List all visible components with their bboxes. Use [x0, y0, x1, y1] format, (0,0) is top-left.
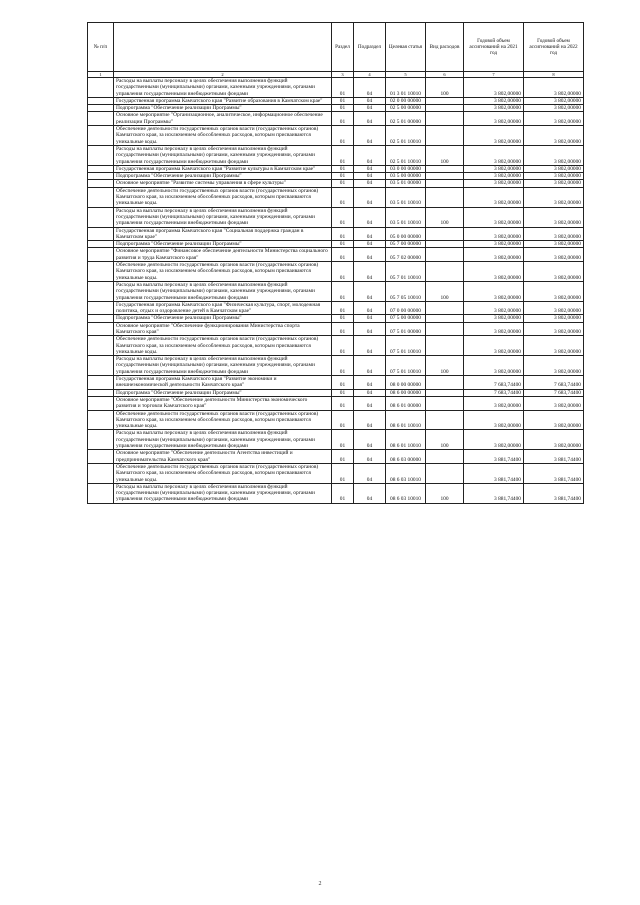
cell-razdel: 01 [332, 112, 354, 126]
cell-num [88, 315, 114, 322]
cell-razdel: 01 [332, 376, 354, 390]
cell-podrazdel: 04 [354, 112, 386, 126]
cell-vid [426, 396, 464, 410]
table-row [88, 376, 584, 390]
cell-v2022: 7 683,74400 [524, 376, 584, 390]
cell-podrazdel: 04 [354, 165, 386, 172]
cell-vid [426, 450, 464, 464]
cell-v2021: 3 802,00000 [464, 281, 524, 301]
cell-name: Расходы на выплаты персоналу в целях обеспечения выполнения функций государственными (муниципальными) органами, казенными учреждениями, органами управления государственными внебюджетными фондами [114, 78, 332, 98]
table-row [88, 126, 584, 146]
cell-v2022: 3 802,00000 [524, 227, 584, 241]
cell-vid [426, 248, 464, 262]
cell-v2022: 3 802,00000 [524, 145, 584, 165]
cell-podrazdel: 04 [354, 301, 386, 315]
cell-num [88, 227, 114, 241]
cell-name: Расходы на выплаты персоналу в целях обеспечения выполнения функций государственными (муниципальными) органами, казенными учреждениями, органами управления государственными внебюджетными фондами [114, 145, 332, 165]
table-row [88, 410, 584, 430]
cell-vid: 100 [426, 78, 464, 98]
header-vol2021: Годовой объем ассигнований на 2021 год [464, 23, 524, 72]
cell-v2021: 3 802,00000 [464, 315, 524, 322]
table-row [88, 430, 584, 450]
cell-podrazdel: 04 [354, 145, 386, 165]
table-row [88, 322, 584, 336]
cell-v2022: 3 802,00000 [524, 180, 584, 187]
cell-v2021: 7 683,74400 [464, 376, 524, 390]
cell-v2021: 3 802,00000 [464, 126, 524, 146]
cell-name: Основное мероприятие "Обеспечение функционирования Министерства спорта Камчатского края" [114, 322, 332, 336]
cell-podrazdel: 04 [354, 396, 386, 410]
cell-target: 08 6 01 10010 [386, 410, 426, 430]
cell-vid [426, 322, 464, 336]
cell-razdel: 01 [332, 105, 354, 112]
cell-v2021: 3 881,74400 [464, 450, 524, 464]
cell-v2022: 3 802,00000 [524, 112, 584, 126]
cell-vid: 100 [426, 430, 464, 450]
cell-num [88, 356, 114, 376]
cell-vid [426, 262, 464, 282]
table-row [88, 112, 584, 126]
cell-podrazdel: 04 [354, 376, 386, 390]
cell-vid [426, 463, 464, 483]
cell-target: 08 6 03 10010 [386, 483, 426, 503]
table-row [88, 336, 584, 356]
cell-name: Основное мероприятие "Финансовое обеспечение деятельности Министерства социального развития и труда Камчатского края" [114, 248, 332, 262]
cell-target: 05 7 01 10010 [386, 262, 426, 282]
cell-razdel: 01 [332, 430, 354, 450]
cell-target: 02 5 01 10010 [386, 126, 426, 146]
table-row [88, 97, 584, 104]
cell-razdel: 01 [332, 396, 354, 410]
cell-v2021: 3 802,00000 [464, 430, 524, 450]
cell-v2021: 3 802,00000 [464, 78, 524, 98]
cell-razdel: 01 [332, 248, 354, 262]
header-vol2022: Годовой объем ассигнований на 2022 год [524, 23, 584, 72]
table-row [88, 145, 584, 165]
cell-v2022: 3 802,00000 [524, 262, 584, 282]
cell-podrazdel: 04 [354, 336, 386, 356]
page-number: 2 [318, 881, 322, 887]
cell-name: Подпрограмма "Обеспечение реализации Программы" [114, 315, 332, 322]
cell-v2021: 3 802,00000 [464, 241, 524, 248]
cell-name: Подпрограмма "Обеспечение реализации Программы" [114, 173, 332, 180]
cell-podrazdel: 04 [354, 463, 386, 483]
cell-name: Подпрограмма "Обеспечение реализации Программы" [114, 241, 332, 248]
cell-num [88, 145, 114, 165]
cell-name: Обеспечение деятельности государственных органов власти (государственных органов) Камчатского края, за исключением обособленных расходов, которым присваиваются уникальные коды. [114, 126, 332, 146]
cell-target: 07 0 00 00000 [386, 301, 426, 315]
cell-vid: 100 [426, 483, 464, 503]
table-row [88, 301, 584, 315]
cell-vid [426, 165, 464, 172]
cell-v2022: 3 802,00000 [524, 78, 584, 98]
cell-num [88, 410, 114, 430]
cell-vid [426, 97, 464, 104]
cell-podrazdel: 04 [354, 105, 386, 112]
cell-v2021: 3 802,00000 [464, 207, 524, 227]
cell-razdel: 01 [332, 165, 354, 172]
cell-vid [426, 410, 464, 430]
table-row [88, 241, 584, 248]
cell-v2022: 3 802,00000 [524, 281, 584, 301]
cell-target: 05 0 00 00000 [386, 227, 426, 241]
cell-v2021: 3 802,00000 [464, 97, 524, 104]
column-index: 4 [354, 72, 386, 78]
cell-name: Подпрограмма "Обеспечение реализации Программы" [114, 389, 332, 396]
cell-name: Основное мероприятие "Организационное, аналитическое, информационное обеспечение реализации Программы" [114, 112, 332, 126]
cell-v2021: 3 802,00000 [464, 396, 524, 410]
cell-num [88, 483, 114, 503]
cell-num [88, 322, 114, 336]
cell-podrazdel: 04 [354, 322, 386, 336]
cell-target: 01 3 01 10010 [386, 78, 426, 98]
cell-num [88, 165, 114, 172]
cell-v2022: 3 802,00000 [524, 396, 584, 410]
cell-v2021: 3 802,00000 [464, 105, 524, 112]
cell-v2021: 3 802,00000 [464, 336, 524, 356]
cell-v2021: 3 802,00000 [464, 410, 524, 430]
cell-v2021: 7 683,74400 [464, 389, 524, 396]
cell-podrazdel: 04 [354, 430, 386, 450]
cell-name: Основное мероприятие "Развитие системы управления в сфере культуры" [114, 180, 332, 187]
cell-podrazdel: 04 [354, 187, 386, 207]
table-header-row [88, 23, 584, 72]
cell-v2022: 3 802,00000 [524, 126, 584, 146]
column-index: 1 [88, 72, 114, 78]
cell-vid [426, 173, 464, 180]
cell-target: 08 6 03 10010 [386, 463, 426, 483]
cell-podrazdel: 04 [354, 248, 386, 262]
table-row [88, 389, 584, 396]
cell-name: Расходы на выплаты персоналу в целях обеспечения выполнения функций государственными (муниципальными) органами, казенными учреждениями, органами управления государственными внебюджетными фондами [114, 207, 332, 227]
cell-num [88, 207, 114, 227]
cell-v2021: 3 881,74400 [464, 483, 524, 503]
cell-name: Обеспечение деятельности государственных органов власти (государственных органов) Камчатского края, за исключением обособленных расходов, которым присваиваются уникальные коды. [114, 262, 332, 282]
cell-target: 07 5 01 10010 [386, 336, 426, 356]
cell-num [88, 301, 114, 315]
cell-name: Обеспечение деятельности государственных органов власти (государственных органов) Камчатского края, за исключением обособленных расходов, которым присваиваются уникальные коды. [114, 187, 332, 207]
cell-v2022: 7 683,74400 [524, 389, 584, 396]
cell-v2021: 3 802,00000 [464, 187, 524, 207]
cell-podrazdel: 04 [354, 410, 386, 430]
cell-podrazdel: 04 [354, 126, 386, 146]
cell-vid [426, 180, 464, 187]
cell-num [88, 262, 114, 282]
cell-target: 08 6 00 00000 [386, 389, 426, 396]
cell-target: 08 6 03 00000 [386, 450, 426, 464]
cell-vid: 100 [426, 145, 464, 165]
table-row [88, 262, 584, 282]
cell-name: Расходы на выплаты персоналу в целях обеспечения выполнения функций государственными (муниципальными) органами, казенными учреждениями, органами управления государственными внебюджетными фондами [114, 281, 332, 301]
cell-v2022: 3 802,00000 [524, 165, 584, 172]
column-index: 7 [464, 72, 524, 78]
cell-razdel: 01 [332, 126, 354, 146]
table-row [88, 396, 584, 410]
cell-name: Подпрограмма "Обеспечение реализации Программы" [114, 105, 332, 112]
cell-num [88, 241, 114, 248]
cell-v2021: 3 802,00000 [464, 145, 524, 165]
cell-razdel: 01 [332, 97, 354, 104]
cell-v2022: 3 881,74400 [524, 483, 584, 503]
cell-v2021: 3 802,00000 [464, 112, 524, 126]
cell-v2022: 3 802,00000 [524, 248, 584, 262]
cell-target: 08 6 01 00000 [386, 396, 426, 410]
cell-razdel: 01 [332, 241, 354, 248]
cell-podrazdel: 04 [354, 97, 386, 104]
cell-name: Обеспечение деятельности государственных органов власти (государственных органов) Камчатского края, за исключением обособленных расходов, которым присваиваются уникальные коды. [114, 463, 332, 483]
cell-name: Обеспечение деятельности государственных органов власти (государственных органов) Камчатского края, за исключением обособленных расходов, которым присваиваются уникальные коды. [114, 336, 332, 356]
cell-v2021: 3 802,00000 [464, 227, 524, 241]
table-row [88, 483, 584, 503]
column-index: 5 [386, 72, 426, 78]
cell-podrazdel: 04 [354, 356, 386, 376]
cell-razdel: 01 [332, 315, 354, 322]
cell-v2022: 3 802,00000 [524, 336, 584, 356]
cell-num [88, 376, 114, 390]
cell-podrazdel: 04 [354, 207, 386, 227]
table-row [88, 450, 584, 464]
cell-target: 02 5 00 00000 [386, 105, 426, 112]
header-podrazdel: Подраздел [354, 23, 386, 72]
cell-name: Государственная программа Камчатского края "Развитие культуры в Камчатском крае" [114, 165, 332, 172]
cell-vid [426, 105, 464, 112]
table-row [88, 105, 584, 112]
cell-podrazdel: 04 [354, 227, 386, 241]
cell-target: 02 5 01 10010 [386, 145, 426, 165]
cell-v2022: 3 802,00000 [524, 430, 584, 450]
cell-name: Расходы на выплаты персоналу в целях обеспечения выполнения функций государственными (муниципальными) органами, казенными учреждениями, органами управления государственными внебюджетными фондами [114, 356, 332, 376]
cell-vid [426, 227, 464, 241]
column-index: 2 [114, 72, 332, 78]
cell-v2022: 3 802,00000 [524, 241, 584, 248]
cell-name: Основное мероприятие "Обеспечение деятельности Министерства экономического развития и торговли Камчатского края" [114, 396, 332, 410]
cell-vid [426, 241, 464, 248]
table-row [88, 356, 584, 376]
cell-vid [426, 336, 464, 356]
cell-v2022: 3 802,00000 [524, 410, 584, 430]
cell-name: Государственная программа Камчатского края "Физическая культура, спорт, молодежная политика, отдых и оздоровление детей в Камчатском крае" [114, 301, 332, 315]
cell-razdel: 01 [332, 180, 354, 187]
cell-vid: 100 [426, 356, 464, 376]
cell-razdel: 01 [332, 301, 354, 315]
cell-vid: 100 [426, 281, 464, 301]
cell-name: Расходы на выплаты персоналу в целях обеспечения выполнения функций государственными (муниципальными) органами, казенными учреждениями, органами управления государственными внебюджетными фондами [114, 483, 332, 503]
cell-podrazdel: 04 [354, 241, 386, 248]
cell-v2022: 3 802,00000 [524, 301, 584, 315]
cell-v2021: 3 802,00000 [464, 356, 524, 376]
cell-target: 03 5 01 10010 [386, 187, 426, 207]
cell-num [88, 126, 114, 146]
cell-name: Обеспечение деятельности государственных органов власти (государственных органов) Камчатского края, за исключением обособленных расходов, которым присваиваются уникальные коды. [114, 410, 332, 430]
cell-razdel: 01 [332, 389, 354, 396]
cell-v2021: 3 802,00000 [464, 322, 524, 336]
cell-num [88, 105, 114, 112]
cell-vid [426, 112, 464, 126]
cell-podrazdel: 04 [354, 78, 386, 98]
cell-razdel: 01 [332, 78, 354, 98]
cell-v2022: 3 802,00000 [524, 187, 584, 207]
header-target: Целевая статья [386, 23, 426, 72]
cell-target: 05 7 02 00000 [386, 248, 426, 262]
cell-v2022: 3 802,00000 [524, 322, 584, 336]
cell-num [88, 248, 114, 262]
table-row [88, 207, 584, 227]
cell-name: Государственная программа Камчатского края "Социальная поддержка граждан в Камчатском крае" [114, 227, 332, 241]
cell-vid [426, 376, 464, 390]
cell-razdel: 01 [332, 145, 354, 165]
cell-vid [426, 301, 464, 315]
cell-podrazdel: 04 [354, 173, 386, 180]
cell-podrazdel: 04 [354, 315, 386, 322]
cell-podrazdel: 04 [354, 450, 386, 464]
cell-num [88, 281, 114, 301]
column-index: 6 [426, 72, 464, 78]
cell-num [88, 180, 114, 187]
cell-razdel: 01 [332, 356, 354, 376]
cell-razdel: 01 [332, 281, 354, 301]
cell-v2021: 3 802,00000 [464, 165, 524, 172]
cell-vid [426, 389, 464, 396]
cell-podrazdel: 04 [354, 389, 386, 396]
cell-target: 07 5 00 00000 [386, 315, 426, 322]
cell-vid: 100 [426, 207, 464, 227]
cell-razdel: 01 [332, 483, 354, 503]
cell-vid [426, 187, 464, 207]
table-row [88, 165, 584, 172]
cell-num [88, 396, 114, 410]
table-row [88, 315, 584, 322]
table-row [88, 173, 584, 180]
cell-razdel: 01 [332, 450, 354, 464]
cell-target: 02 0 00 00000 [386, 97, 426, 104]
cell-v2022: 3 802,00000 [524, 207, 584, 227]
cell-name: Расходы на выплаты персоналу в целях обеспечения выполнения функций государственными (муниципальными) органами, казенными учреждениями, органами управления государственными внебюджетными фондами [114, 430, 332, 450]
table-row [88, 187, 584, 207]
cell-name: Государственная программа Камчатского края "Развитие образования в Камчатском крае" [114, 97, 332, 104]
cell-num [88, 173, 114, 180]
cell-v2021: 3 802,00000 [464, 180, 524, 187]
cell-v2022: 3 881,74400 [524, 450, 584, 464]
table-row [88, 281, 584, 301]
budget-table [87, 22, 584, 504]
cell-name: Основное мероприятие "Обеспечение деятельности Агентства инвестиций и предпринимательства Камчатского края" [114, 450, 332, 464]
cell-razdel: 01 [332, 227, 354, 241]
cell-target: 05 7 05 10010 [386, 281, 426, 301]
cell-razdel: 01 [332, 463, 354, 483]
table-row [88, 248, 584, 262]
cell-target: 05 7 00 00000 [386, 241, 426, 248]
cell-razdel: 01 [332, 336, 354, 356]
cell-target: 08 6 01 10010 [386, 430, 426, 450]
table-row [88, 463, 584, 483]
table-row [88, 227, 584, 241]
cell-target: 02 5 01 00000 [386, 112, 426, 126]
header-num: № п/п [88, 23, 114, 72]
cell-v2022: 3 802,00000 [524, 97, 584, 104]
cell-v2021: 3 802,00000 [464, 248, 524, 262]
cell-num [88, 187, 114, 207]
cell-vid [426, 315, 464, 322]
cell-v2022: 3 802,00000 [524, 315, 584, 322]
column-index: 8 [524, 72, 584, 78]
cell-razdel: 01 [332, 173, 354, 180]
cell-target: 03 5 01 10010 [386, 207, 426, 227]
cell-target: 07 5 01 10010 [386, 356, 426, 376]
header-razdel: Раздел [332, 23, 354, 72]
cell-razdel: 01 [332, 262, 354, 282]
cell-podrazdel: 04 [354, 180, 386, 187]
cell-target: 08 0 00 00000 [386, 376, 426, 390]
cell-num [88, 389, 114, 396]
cell-target: 03 5 01 00000 [386, 180, 426, 187]
cell-num [88, 78, 114, 98]
cell-vid [426, 126, 464, 146]
cell-razdel: 01 [332, 410, 354, 430]
cell-num [88, 336, 114, 356]
cell-num [88, 463, 114, 483]
cell-num [88, 430, 114, 450]
cell-v2021: 3 802,00000 [464, 173, 524, 180]
cell-target: 03 0 00 00000 [386, 165, 426, 172]
cell-num [88, 112, 114, 126]
cell-v2022: 3 802,00000 [524, 173, 584, 180]
cell-target: 07 5 01 00000 [386, 322, 426, 336]
cell-podrazdel: 04 [354, 483, 386, 503]
table-row [88, 180, 584, 187]
header-vid: Вид расходов [426, 23, 464, 72]
cell-razdel: 01 [332, 207, 354, 227]
cell-v2021: 3 802,00000 [464, 262, 524, 282]
cell-name: Государственная программа Камчатского края "Развитие экономики и внешнеэкономической деятельности Камчатского края" [114, 376, 332, 390]
cell-v2022: 3 802,00000 [524, 105, 584, 112]
cell-num [88, 97, 114, 104]
cell-razdel: 01 [332, 322, 354, 336]
cell-target: 03 5 00 00000 [386, 173, 426, 180]
cell-v2022: 3 802,00000 [524, 356, 584, 376]
cell-razdel: 01 [332, 187, 354, 207]
cell-v2021: 3 881,74400 [464, 463, 524, 483]
cell-podrazdel: 04 [354, 281, 386, 301]
column-index: 3 [332, 72, 354, 78]
cell-v2021: 3 802,00000 [464, 301, 524, 315]
header-name [114, 23, 332, 72]
table-row [88, 78, 584, 98]
cell-num [88, 450, 114, 464]
cell-podrazdel: 04 [354, 262, 386, 282]
cell-v2022: 3 881,74400 [524, 463, 584, 483]
